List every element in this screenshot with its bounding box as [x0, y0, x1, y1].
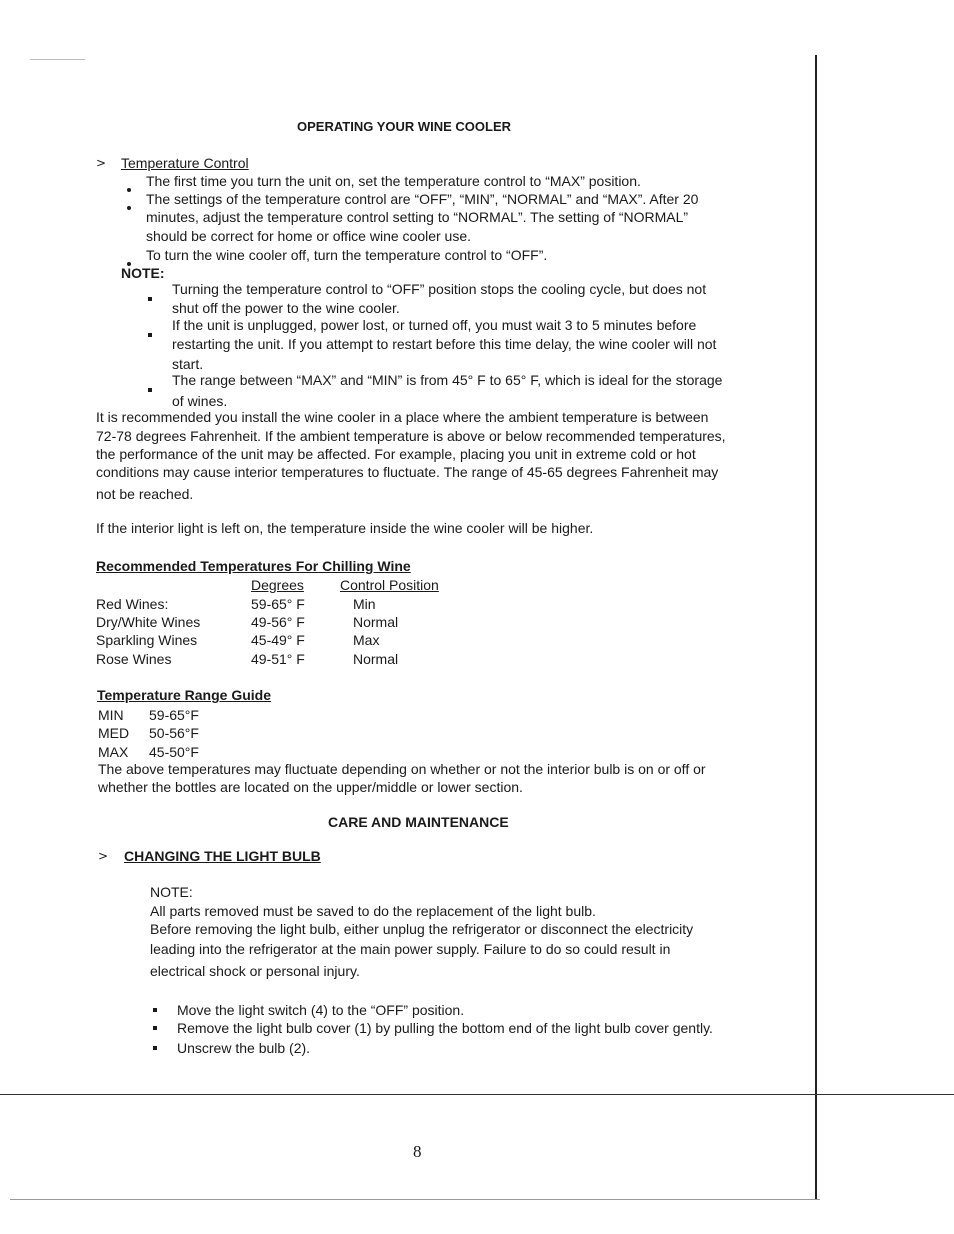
range-label: MED — [98, 725, 130, 741]
table-cell-position: Normal — [353, 651, 399, 667]
range-value: 50-56°F — [149, 725, 199, 741]
paragraph-line: leading into the refrigerator at the main power supply. Failure to do so could result in — [150, 941, 671, 957]
section-heading-temperature-control: Temperature Control — [121, 155, 249, 171]
column-header-degrees: Degrees — [251, 577, 304, 593]
bullet-square-icon — [148, 333, 152, 337]
paragraph-line: 72-78 degrees Fahrenheit. If the ambient temperature is above or below recommended temperatures, — [96, 428, 726, 444]
paragraph-line: It is recommended you install the wine cooler in a place where the ambient temperature is between — [96, 409, 709, 425]
paragraph-line: conditions may cause interior temperatures to fluctuate. The range of 45-65 degrees Fahrenheit may — [96, 464, 719, 480]
range-label: MAX — [98, 744, 129, 760]
bottom-edge-rule — [10, 1199, 820, 1200]
page-number: 8 — [413, 1142, 422, 1161]
note-item-continued: of wines. — [172, 393, 228, 409]
bullet-square-icon — [153, 1026, 157, 1030]
table-cell-degrees: 45-49° F — [251, 632, 305, 648]
note-label: NOTE: — [150, 884, 193, 900]
note-label: NOTE: — [121, 265, 165, 281]
section-heading-changing-bulb: CHANGING THE LIGHT BULB — [124, 848, 321, 864]
note-item-continued: shut off the power to the wine cooler. — [172, 300, 400, 316]
footer-divider — [0, 1094, 954, 1095]
column-header-control-position: Control Position — [340, 577, 439, 593]
paragraph-interior-light: If the interior light is left on, the temperature inside the wine cooler will be higher. — [96, 520, 594, 536]
section-title-care: CARE AND MAINTENANCE — [328, 814, 509, 830]
bullet-dot-icon — [127, 188, 131, 192]
bullet-dot-icon — [127, 206, 131, 210]
step-item: Unscrew the bulb (2). — [177, 1040, 311, 1056]
table-cell-wine: Rose Wines — [96, 651, 172, 667]
step-item: Move the light switch (4) to the “OFF” position. — [177, 1002, 465, 1018]
scan-noise — [30, 59, 85, 60]
note-item: The range between “MAX” and “MIN” is from 45° F to 65° F, which is ideal for the storage — [172, 372, 723, 388]
note-item-continued: start. — [172, 356, 204, 372]
table-heading-chilling: Recommended Temperatures For Chilling Wine — [96, 558, 411, 574]
table-cell-degrees: 49-56° F — [251, 614, 305, 630]
range-value: 45-50°F — [149, 744, 199, 760]
table-cell-position: Min — [353, 596, 376, 612]
table-cell-degrees: 59-65° F — [251, 596, 305, 612]
paragraph-line: not be reached. — [96, 486, 194, 502]
list-item-continued: minutes, adjust the temperature control setting to “NORMAL”. The setting of “NORMAL” — [146, 209, 689, 225]
bullet-square-icon — [148, 388, 152, 392]
paragraph-line: All parts removed must be saved to do the replacement of the light bulb. — [150, 903, 596, 919]
list-item: The settings of the temperature control are “OFF”, “MIN”, “NORMAL” and “MAX”. After 20 — [146, 191, 699, 207]
paragraph-line: electrical shock or personal injury. — [150, 963, 360, 979]
arrow-bullet-icon: > — [98, 849, 109, 863]
page-edge-rule — [815, 55, 817, 1200]
table-cell-wine: Dry/White Wines — [96, 614, 201, 630]
list-item-continued: should be correct for home or office wine cooler use. — [146, 228, 472, 244]
bullet-square-icon — [148, 297, 152, 301]
step-item: Remove the light bulb cover (1) by pulling the bottom end of the light bulb cover gently. — [177, 1020, 713, 1036]
range-label: MIN — [98, 707, 124, 723]
paragraph-line: the performance of the unit may be affected. For example, placing you unit in extreme cold or hot — [96, 446, 696, 462]
table-cell-position: Normal — [353, 614, 399, 630]
list-item: To turn the wine cooler off, turn the temperature control to “OFF”. — [146, 247, 548, 263]
table-cell-degrees: 49-51° F — [251, 651, 305, 667]
paragraph-line: The above temperatures may fluctuate depending on whether or not the interior bulb is on or off or — [98, 761, 706, 777]
page-title: OPERATING YOUR WINE COOLER — [297, 119, 512, 134]
note-item-continued: restarting the unit. If you attempt to restart before this time delay, the wine cooler will not — [172, 336, 717, 352]
bullet-square-icon — [153, 1046, 157, 1050]
range-value: 59-65°F — [149, 707, 199, 723]
table-heading-range-guide: Temperature Range Guide — [97, 687, 272, 703]
paragraph-line: Before removing the light bulb, either unplug the refrigerator or disconnect the electricity — [150, 921, 694, 937]
bullet-square-icon — [153, 1008, 157, 1012]
paragraph-line: whether the bottles are located on the upper/middle or lower section. — [98, 779, 523, 795]
table-cell-wine: Sparkling Wines — [96, 632, 198, 648]
note-item: If the unit is unplugged, power lost, or turned off, you must wait 3 to 5 minutes before — [172, 317, 697, 333]
arrow-bullet-icon: > — [96, 156, 107, 170]
note-item: Turning the temperature control to “OFF” position stops the cooling cycle, but does not — [172, 281, 707, 297]
table-cell-position: Max — [353, 632, 380, 648]
list-item: The first time you turn the unit on, set the temperature control to “MAX” position. — [146, 173, 641, 189]
table-cell-wine: Red Wines: — [96, 596, 169, 612]
